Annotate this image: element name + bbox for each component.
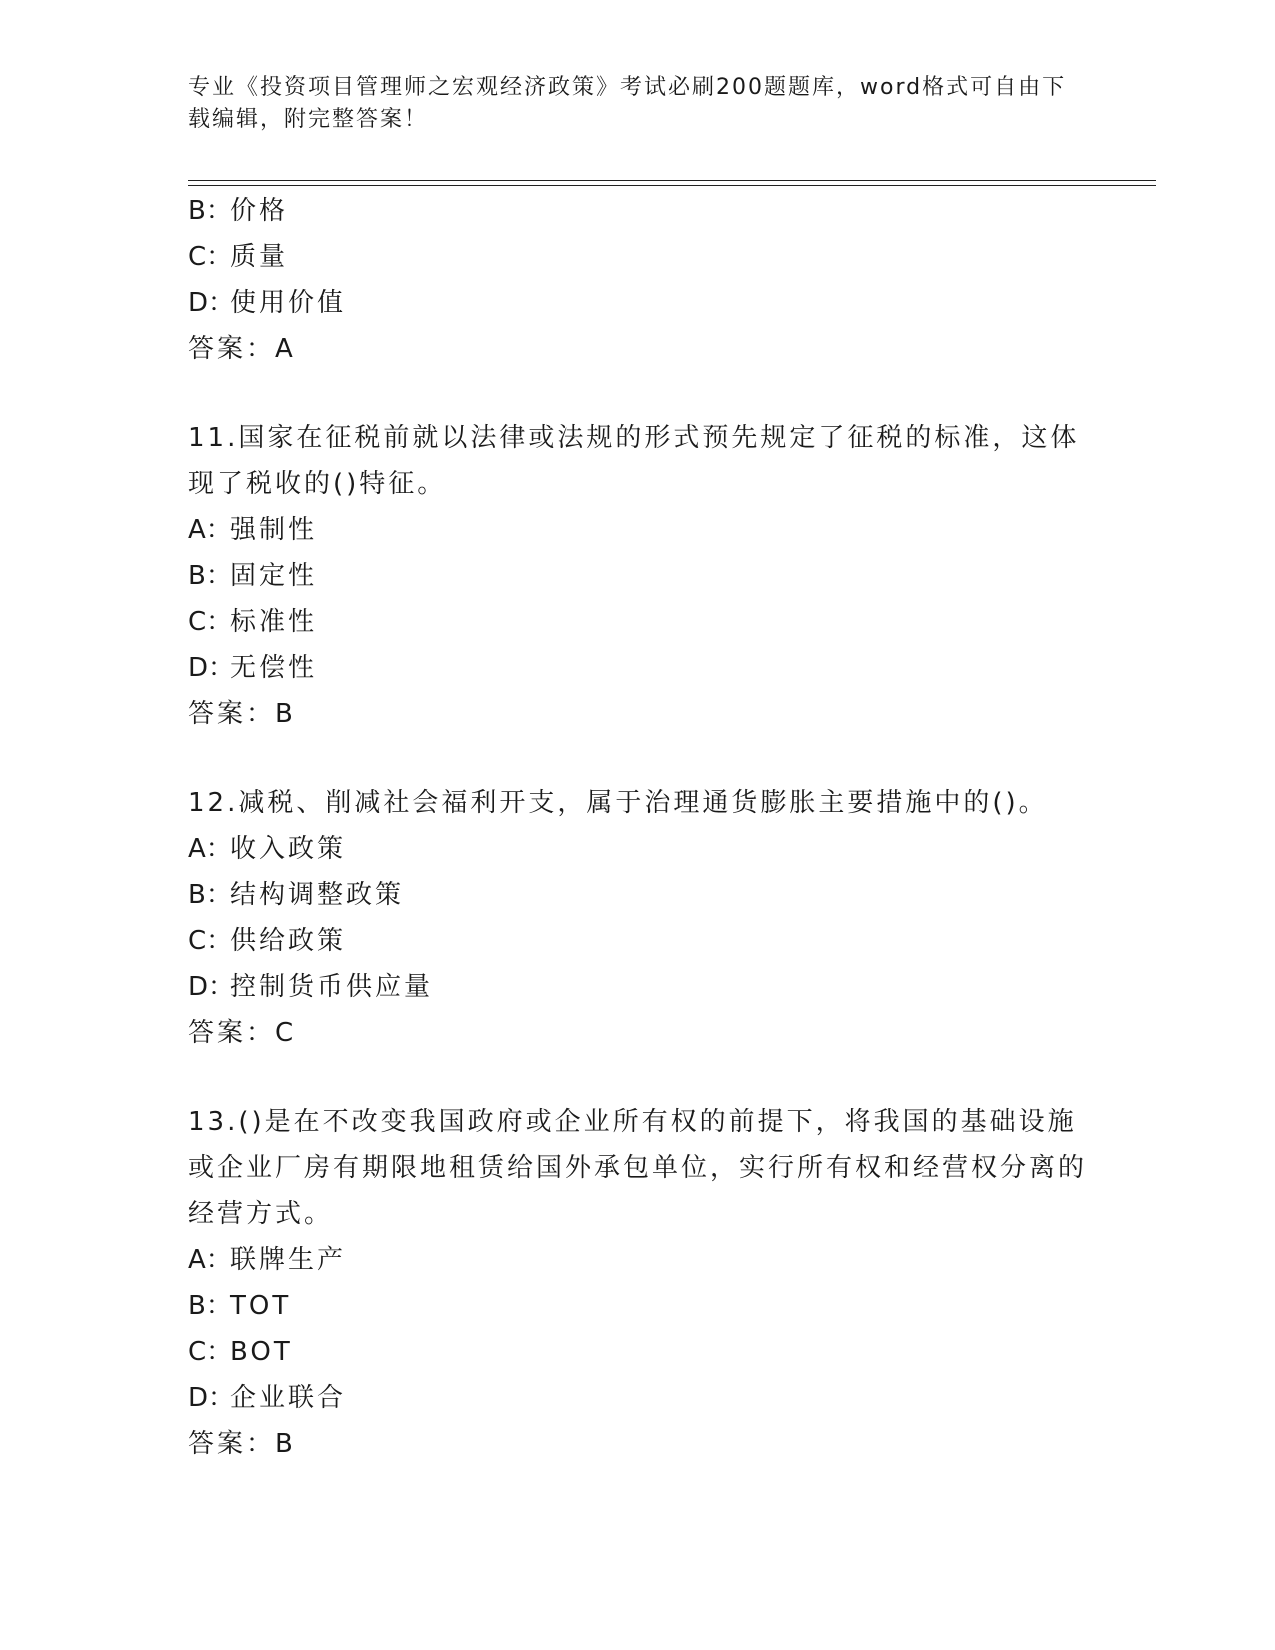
option-text: BOT [230,1337,293,1367]
option-text: TOT [230,1291,292,1321]
question-text: 12.减税、削减社会福利开支，属于治理通货膨胀主要措施中的()。 [188,788,1048,818]
option-text: 企业联合 [230,1383,347,1413]
option-d [188,964,1088,1010]
option-key: D： [188,1383,235,1413]
option-key: B： [188,880,232,910]
option-b [188,188,1088,234]
question-block-12 [188,780,1088,1056]
option-key: D： [188,288,235,318]
option-key: C： [188,607,233,637]
header-rule-bottom [188,185,1156,186]
option-c [188,918,1088,964]
spacer [188,737,1088,780]
header-text: 专业《投资项目管理师之宏观经济政策》考试必刷200题题库，word格式可自由下载编辑，附完整答案！ [188,75,1067,132]
option-d [188,645,1088,691]
option-text: 收入政策 [230,834,347,864]
option-c [188,599,1088,645]
option-text: 供给政策 [230,926,347,956]
question-text: 11.国家在征税前就以法律或法规的形式预先规定了征税的标准，这体现了税收的()特征。 [188,423,1080,499]
option-key: A： [188,1245,232,1275]
question-block-13 [188,1099,1088,1467]
document-header [188,72,1088,136]
option-key: D： [188,972,235,1002]
option-key: D： [188,653,235,683]
option-c [188,1329,1088,1375]
prev-question-block [188,188,1088,372]
spacer [188,1056,1088,1099]
header-rule-top [188,180,1156,181]
answer-line: 答案：B [188,1429,296,1459]
question-content [188,188,1088,1467]
option-key: B： [188,1291,232,1321]
option-b [188,1283,1088,1329]
spacer [188,372,1088,415]
option-text: 固定性 [230,561,318,591]
option-a [188,507,1088,553]
question-text: 13.()是在不改变我国政府或企业所有权的前提下，将我国的基础设施或企业厂房有期限地租赁给国外承包单位，实行所有权和经营权分离的经营方式。 [188,1107,1088,1229]
option-text: 质量 [230,242,289,272]
answer-line: 答案：C [188,1018,297,1048]
answer-line: 答案：B [188,699,296,729]
option-text: 使用价值 [230,288,347,318]
option-c [188,234,1088,280]
option-text: 控制货币供应量 [230,972,434,1002]
option-key: C： [188,1337,233,1367]
option-key: C： [188,242,233,272]
option-text: 价格 [230,196,289,226]
option-a [188,1237,1088,1283]
answer-line: 答案：A [188,334,296,364]
option-d [188,280,1088,326]
option-key: B： [188,196,232,226]
option-key: B： [188,561,232,591]
option-b [188,553,1088,599]
option-d [188,1375,1088,1421]
option-text: 强制性 [230,515,318,545]
option-key: C： [188,926,233,956]
option-text: 结构调整政策 [230,880,405,910]
option-text: 联牌生产 [230,1245,347,1275]
option-key: A： [188,834,232,864]
option-key: A： [188,515,232,545]
option-a [188,826,1088,872]
option-text: 标准性 [230,607,318,637]
option-b [188,872,1088,918]
option-text: 无偿性 [230,653,318,683]
question-block-11 [188,415,1088,737]
